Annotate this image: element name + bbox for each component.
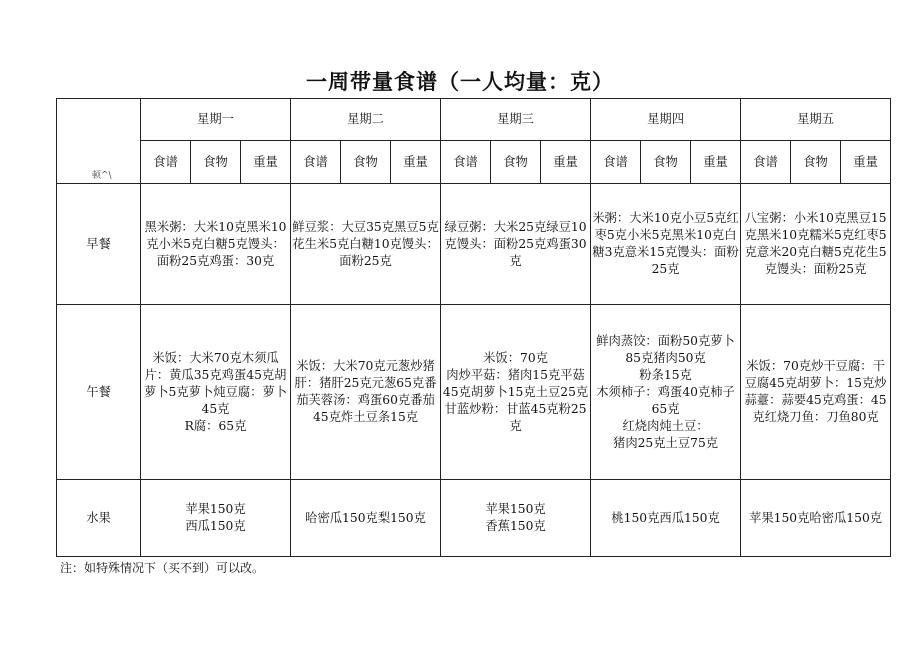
- menu-cell: 苹果150克哈密瓜150克: [741, 480, 891, 557]
- subheader-recipe: 食谱: [441, 141, 491, 184]
- subheader-recipe: 食谱: [141, 141, 191, 184]
- subheader-weight: 重量: [841, 141, 891, 184]
- page-title: 一周带量食谱（一人均量：克）: [306, 70, 614, 94]
- day-header-monday: 星期一: [141, 99, 291, 141]
- menu-cell: 米饭：大米70克元葱炒猪肝：猪肝25克元葱65克番茄芙蓉汤：鸡蛋60克番茄45克炸土豆条15克: [291, 305, 441, 480]
- menu-cell: 哈密瓜150克梨150克: [291, 480, 441, 557]
- menu-cell: 米饭：大米70克木须瓜片：黄瓜35克鸡蛋45克胡萝卜5克萝卜炖豆腐：萝卜45克 R腐：65克: [141, 305, 291, 480]
- weekly-menu-table: [56, 98, 891, 557]
- footnote: 注：如特殊情况下（买不到）可以改。: [60, 561, 265, 575]
- subheader-recipe: 食谱: [291, 141, 341, 184]
- menu-cell: 桃150克西瓜150克: [591, 480, 741, 557]
- subheader-recipe: 食谱: [591, 141, 641, 184]
- corner-header-cell: [57, 99, 141, 184]
- subheader-weight: 重量: [541, 141, 591, 184]
- menu-cell: 黑米粥：大米10克黑米10克小米5克白糖5克馒头：面粉25克鸡蛋：30克: [141, 184, 291, 305]
- subheader-weight: 重量: [391, 141, 441, 184]
- menu-cell: 鲜肉蒸饺：面粉50克萝卜85克猪肉50克 粉条15克 木须柿子：鸡蛋40克柿子65克 红烧肉炖土豆： 猪肉25克土豆75克: [591, 305, 741, 480]
- menu-cell: 米饭：70克 肉炒平菇：猪肉15克平菇45克胡萝卜15克土豆25克甘蓝炒粉：甘蓝45克粉25克: [441, 305, 591, 480]
- menu-cell: 苹果150克 西瓜150克: [141, 480, 291, 557]
- subheader-food: 食物: [791, 141, 841, 184]
- meal-label-lunch: 午餐: [57, 305, 141, 480]
- subheader-food: 食物: [491, 141, 541, 184]
- menu-cell: 八宝粥：小米10克黑豆15克黑米10克糯米5克红枣5克意米20克白糖5克花生5克馒头：面粉25克: [741, 184, 891, 305]
- menu-cell: 米粥：大米10克小豆5克红枣5克小米5克黑米10克白糖3克意米15克馒头：面粉25克: [591, 184, 741, 305]
- subheader-food: 食物: [341, 141, 391, 184]
- subheader-weight: 重量: [241, 141, 291, 184]
- day-header-thursday: 星期四: [591, 99, 741, 141]
- day-header-tuesday: 星期二: [291, 99, 441, 141]
- menu-cell: 苹果150克 香蕉150克: [441, 480, 591, 557]
- corner-label: 顿^\: [92, 171, 112, 181]
- day-header-wednesday: 星期三: [441, 99, 591, 141]
- meal-label-fruit: 水果: [57, 480, 141, 557]
- subheader-recipe: 食谱: [741, 141, 791, 184]
- subheader-food: 食物: [191, 141, 241, 184]
- meal-label-breakfast: 早餐: [57, 184, 141, 305]
- menu-cell: 鲜豆浆：大豆35克黑豆5克花生米5克白糖10克馒头：面粉25克: [291, 184, 441, 305]
- subheader-food: 食物: [641, 141, 691, 184]
- menu-cell: 绿豆粥：大米25克绿豆10克馒头：面粉25克鸡蛋30克: [441, 184, 591, 305]
- day-header-friday: 星期五: [741, 99, 891, 141]
- menu-cell: 米饭：70克炒干豆腐：干豆腐45克胡萝卜：15克炒蒜薹：蒜要45克鸡蛋：45克红烧刀鱼：刀鱼80克: [741, 305, 891, 480]
- subheader-weight: 重量: [691, 141, 741, 184]
